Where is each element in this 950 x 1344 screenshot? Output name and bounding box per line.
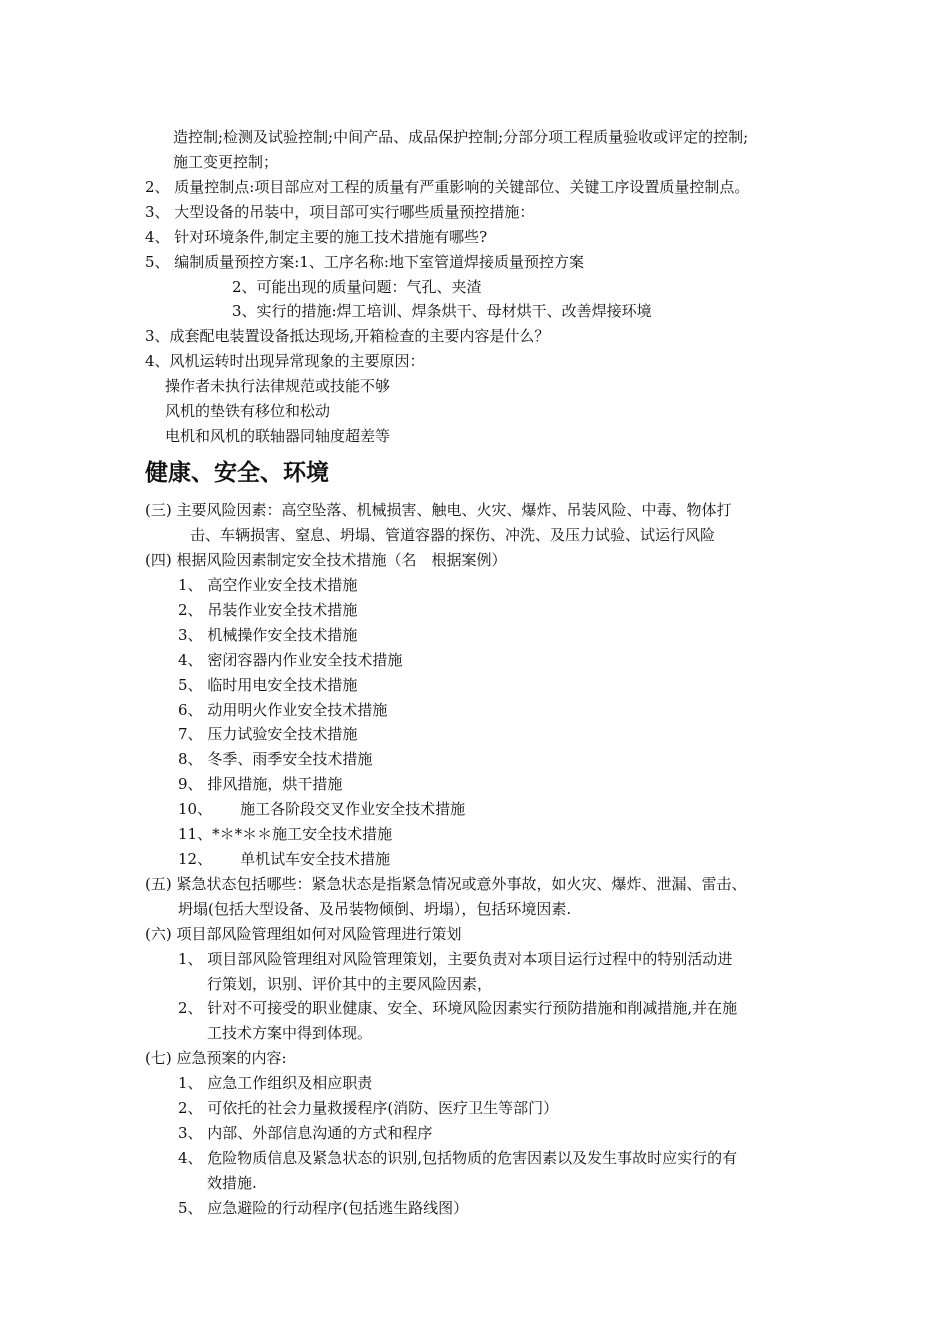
measure-item: 10、 施工各阶段交叉作业安全技术措施: [178, 800, 466, 818]
list-item: 3、 大型设备的吊装中，项目部可实行哪些质量预控措施：: [145, 203, 535, 221]
text-line: 造控制;检测及试验控制;中间产品、成品保护控制;分部分项工程质量验收或评定的控制;: [173, 128, 749, 146]
risk-factors: (三) 主要风险因素：高空坠落、机械损害、触电、火灾、爆炸、吊装风险、中毒、物体打: [145, 501, 732, 519]
measure-item: 1、 高空作业安全技术措施: [178, 576, 358, 594]
cause-item: 风机的垫铁有移位和松动: [165, 402, 331, 420]
measure-item: 6、 动用明火作业安全技术措施: [178, 701, 388, 719]
measure-item: 4、 密闭容器内作业安全技术措施: [178, 651, 403, 669]
plan-item: 2、 可依托的社会力量救援程序(消防、医疗卫生等部门）: [178, 1099, 559, 1117]
plan-item: 3、 内部、外部信息沟通的方式和程序: [178, 1124, 433, 1142]
measure-item: 7、 压力试验安全技术措施: [178, 725, 358, 743]
risk-mgmt-heading: (六) 项目部风险管理组如何对风险管理进行策划: [145, 925, 462, 943]
cause-item: 操作者未执行法律规范或技能不够: [165, 377, 391, 395]
sub-item: 2、可能出现的质量问题：气孔、夹渣: [232, 278, 482, 296]
list-item: 5、 编制质量预控方案:1、工序名称:地下室管道焊接质量预控方案: [145, 253, 584, 271]
emergency-def-cont: 坍塌(包括大型设备、及吊装物倾倒、坍塌），包括环境因素.: [178, 900, 572, 918]
question: 3、成套配电装置设备抵达现场,开箱检查的主要内容是什么？: [145, 327, 550, 345]
measures-heading: (四) 根据风险因素制定安全技术措施（名 根据案例）: [145, 551, 507, 569]
sub-item: 3、实行的措施:焊工培训、焊条烘干、母材烘干、改善焊接环境: [232, 302, 652, 320]
measure-item: 3、 机械操作安全技术措施: [178, 626, 358, 644]
list-item: 2、 质量控制点:项目部应对工程的质量有严重影响的关键部位、关键工序设置质量控制点。: [145, 178, 750, 196]
risk-factors-cont: 击、车辆损害、窒息、坍塌、管道容器的探伤、冲洗、及压力试验、试运行风险: [190, 526, 716, 544]
question: 4、风机运转时出现异常现象的主要原因：: [145, 352, 425, 370]
plan-item: 5、 应急避险的行动程序(包括逃生路线图）: [178, 1199, 469, 1217]
risk-mgmt-item: 1、 项目部风险管理组对风险管理策划，主要负责对本项目运行过程中的特别活动进: [178, 950, 733, 968]
measure-item: 2、 吊装作业安全技术措施: [178, 601, 358, 619]
section-title: 健康、安全、环境: [145, 460, 329, 486]
risk-mgmt-item-cont: 工技术方案中得到体现。: [207, 1024, 373, 1042]
plan-contents-heading: (七) 应急预案的内容:: [145, 1049, 287, 1067]
cause-item: 电机和风机的联轴器同轴度超差等: [165, 427, 391, 445]
plan-item: 1、 应急工作组织及相应职责: [178, 1074, 373, 1092]
measure-item: 5、 临时用电安全技术措施: [178, 676, 358, 694]
measure-item: 12、 单机试车安全技术措施: [178, 850, 391, 868]
measure-item: 9、 排风措施，烘干措施: [178, 775, 343, 793]
measure-item: 11、*＊*＊＊施工安全技术措施: [178, 825, 393, 843]
measure-item: 8、 冬季、雨季安全技术措施: [178, 750, 373, 768]
text-line: 施工变更控制；: [173, 153, 279, 171]
emergency-def: (五) 紧急状态包括哪些：紧急状态是指紧急情况或意外事故，如火灾、爆炸、泄漏、雷击、: [145, 875, 747, 893]
plan-item: 4、 危险物质信息及紧急状态的识别,包括物质的危害因素以及发生事故时应实行的有: [178, 1149, 738, 1167]
risk-mgmt-item-cont: 行策划，识别、评价其中的主要风险因素，: [207, 975, 493, 993]
plan-item-cont: 效措施.: [207, 1174, 257, 1192]
risk-mgmt-item: 2、 针对不可接受的职业健康、安全、环境风险因素实行预防措施和削减措施,并在施: [178, 999, 738, 1017]
list-item: 4、 针对环境条件,制定主要的施工技术措施有哪些?: [145, 228, 488, 246]
